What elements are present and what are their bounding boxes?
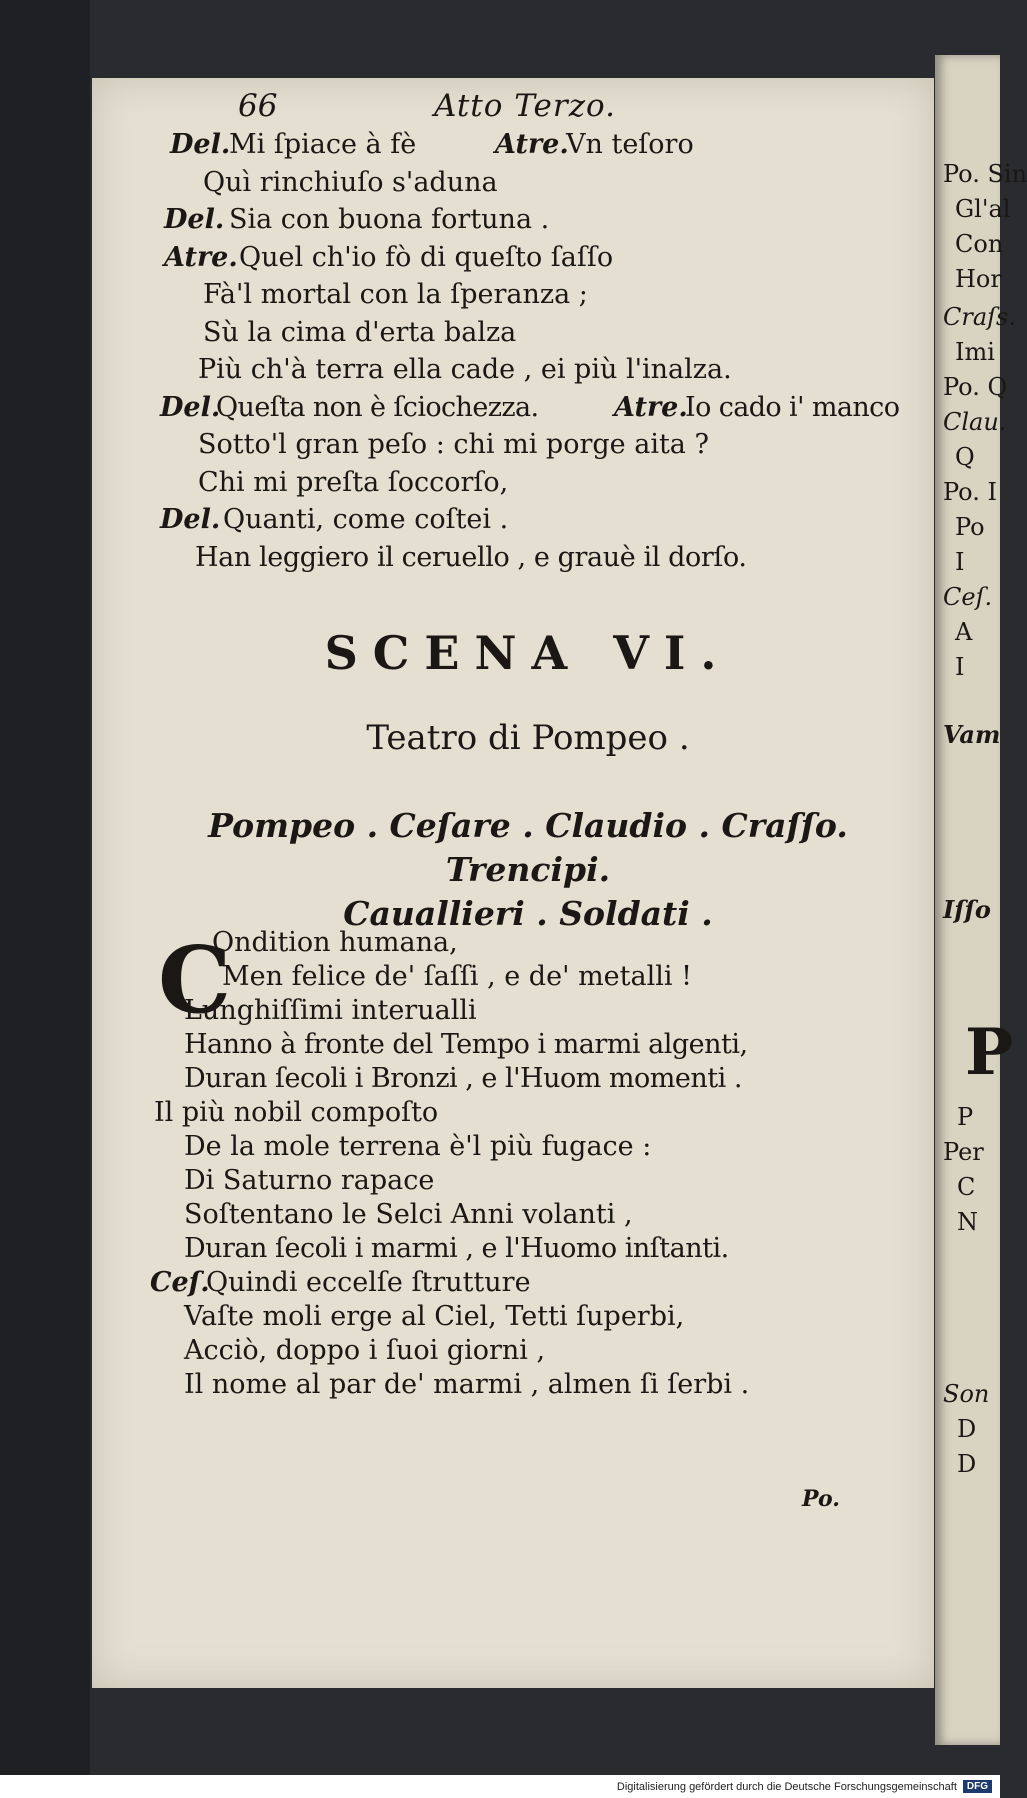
- verse-line: [92, 1028, 934, 1062]
- facing-page-text: Son: [943, 1380, 990, 1408]
- dialogue-text: Quel ch'io fò di queſto ſaſſo: [239, 241, 614, 273]
- speaker-label: Del.: [170, 129, 231, 160]
- facing-page-text: Q: [955, 443, 975, 471]
- speaker-label: Atre.: [495, 129, 569, 160]
- dialogue-line: [92, 464, 934, 502]
- dialogue-text: Fà'l mortal con la ſperanza ;: [203, 279, 588, 310]
- verse-line: [92, 1266, 934, 1300]
- speaker-label: Del.: [160, 504, 221, 535]
- verse-line: [92, 1096, 934, 1130]
- facing-page-text: Clau.: [943, 408, 1007, 436]
- facing-page-text: N: [957, 1208, 978, 1236]
- dialogue-text: Sotto'l gran peſo : chi mi porge aita ?: [198, 429, 709, 460]
- facing-page-text: P: [965, 1015, 1014, 1090]
- dialogue-text: Han leggiero il ceruello , e grauè il dorſo.: [195, 541, 747, 573]
- facing-page-text: Iſſo: [943, 895, 991, 924]
- dialogue-block: [92, 126, 934, 576]
- verse-line: [92, 1368, 934, 1402]
- page-header: [92, 88, 934, 128]
- facing-page-text: Po: [955, 513, 985, 541]
- page-number: 66: [238, 88, 278, 124]
- dialogue-line: [92, 201, 934, 239]
- facing-page-text: Craſs.: [943, 303, 1016, 331]
- facing-page-text: Vam: [943, 720, 1001, 749]
- dialogue-line: [92, 239, 934, 277]
- scene-title: SCENA VI.: [324, 626, 732, 680]
- dialogue-line: [92, 314, 934, 352]
- facing-page-text: Per: [943, 1138, 984, 1166]
- facing-page-text: Imi: [955, 338, 995, 366]
- dialogue-line: [92, 389, 934, 427]
- catchword: Po.: [802, 1486, 840, 1512]
- drop-cap: C: [158, 926, 232, 1034]
- verse-line: [92, 1300, 934, 1334]
- verse-text: Quindi eccelſe ſtrutture: [206, 1267, 531, 1298]
- scan-background-left: [0, 0, 90, 1775]
- book-page: [92, 78, 934, 1688]
- verse-text: Vaſte moli erge al Ciel, Tetti ſuperbi,: [184, 1301, 685, 1332]
- digitization-credit: [617, 1780, 992, 1793]
- verse-block: [92, 926, 934, 1402]
- facing-page-text: Po. Sin: [943, 160, 1027, 188]
- facing-page-text: Po. I: [943, 478, 997, 506]
- dialogue-text: Sia con buona fortuna .: [229, 204, 550, 235]
- verse-text: Il nome al par de' marmi , almen ſi ſerbi .: [184, 1369, 750, 1400]
- facing-page-text: C: [957, 1173, 976, 1201]
- dialogue-text: Io cado i' manco: [685, 391, 900, 423]
- running-title: Atto Terzo.: [434, 88, 617, 124]
- verse-text: Men felice de' ſaſſi , e de' metalli !: [222, 961, 692, 992]
- verse-line: [92, 1130, 934, 1164]
- facing-page-text: Con: [955, 230, 1004, 258]
- facing-page-edge: [935, 55, 1027, 1745]
- verse-line: [92, 926, 934, 960]
- facing-page-text: D: [957, 1450, 977, 1478]
- dialogue-text: Chi mi preſta ſoccorſo,: [198, 466, 509, 498]
- speaker-label: Ceſ.: [150, 1267, 210, 1298]
- dialogue-text: Vn teſoro: [566, 129, 694, 160]
- verse-line: [92, 994, 934, 1028]
- characters-line: Cauallieri . Soldati .: [343, 894, 713, 933]
- facing-page-text: D: [957, 1415, 977, 1443]
- verse-text: Ondition humana,: [212, 927, 458, 958]
- dialogue-text: Sù la cima d'erta balza: [203, 316, 517, 348]
- verse-line: [92, 960, 934, 994]
- dialogue-line: [92, 276, 934, 314]
- verse-text: De la mole terrena è'l più fugace :: [184, 1131, 652, 1162]
- credit-text: Digitalisierung gefördert durch die Deutsche Forschungsgemeinschaft: [616, 1780, 957, 1793]
- verse-text: Il più nobil compoſto: [154, 1097, 439, 1128]
- facing-page-text: I: [955, 548, 965, 576]
- dialogue-text: Mi ſpiace à fè: [229, 129, 417, 160]
- dialogue-text: Quanti, come coſtei .: [223, 504, 509, 535]
- dialogue-line: [92, 164, 934, 202]
- facing-page-text: Gl'al: [955, 195, 1011, 223]
- speaker-label: Del.: [160, 391, 221, 423]
- dialogue-line: [92, 351, 934, 389]
- dialogue-line: [92, 426, 934, 464]
- verse-text: Duran ſecoli i Bronzi , e l'Huom momenti .: [184, 1063, 742, 1094]
- verse-text: Di Saturno rapace: [184, 1165, 435, 1196]
- verse-line: [92, 1062, 934, 1096]
- verse-text: Hanno à fronte del Tempo i marmi algenti,: [184, 1029, 748, 1060]
- speaker-label: Atre.: [164, 241, 238, 273]
- dialogue-text: Più ch'à terra ella cade , ei più l'inalza.: [198, 354, 732, 385]
- scene-characters: [92, 804, 934, 936]
- dialogue-line: [92, 501, 934, 539]
- dialogue-line: [92, 539, 934, 577]
- dfg-logo: DFG: [963, 1780, 992, 1793]
- speaker-label: Atre.: [614, 391, 688, 423]
- verse-line: [92, 1232, 934, 1266]
- facing-page-text: Po. Q: [943, 373, 1008, 401]
- scene-setting: Teatro di Pompeo .: [366, 718, 690, 758]
- verse-text: Lunghiſſimi interualli: [184, 995, 477, 1026]
- facing-page-text: Ceſ.: [943, 583, 993, 611]
- dialogue-text: Quì rinchiuſo s'aduna: [203, 166, 498, 198]
- speaker-label: Del.: [164, 204, 225, 235]
- facing-page-text: A: [955, 618, 973, 646]
- dialogue-text: Queſta non è ſciochezza.: [216, 391, 539, 423]
- verse-text: Soſtentano le Selci Anni volanti ,: [184, 1199, 633, 1230]
- verse-line: [92, 1334, 934, 1368]
- verse-line: [92, 1164, 934, 1198]
- facing-page-text: Hor: [955, 265, 1002, 293]
- verse-line: [92, 1198, 934, 1232]
- facing-page-text: P: [957, 1103, 974, 1131]
- dialogue-line: [92, 126, 934, 164]
- facing-page-text: I: [955, 653, 965, 681]
- characters-line: Pompeo . Ceſare . Claudio . Craſſo. Trencipi.: [208, 806, 848, 889]
- verse-text: Duran ſecoli i marmi , e l'Huomo inſtanti.: [184, 1233, 729, 1264]
- verse-text: Acciò, doppo i ſuoi giorni ,: [184, 1335, 546, 1366]
